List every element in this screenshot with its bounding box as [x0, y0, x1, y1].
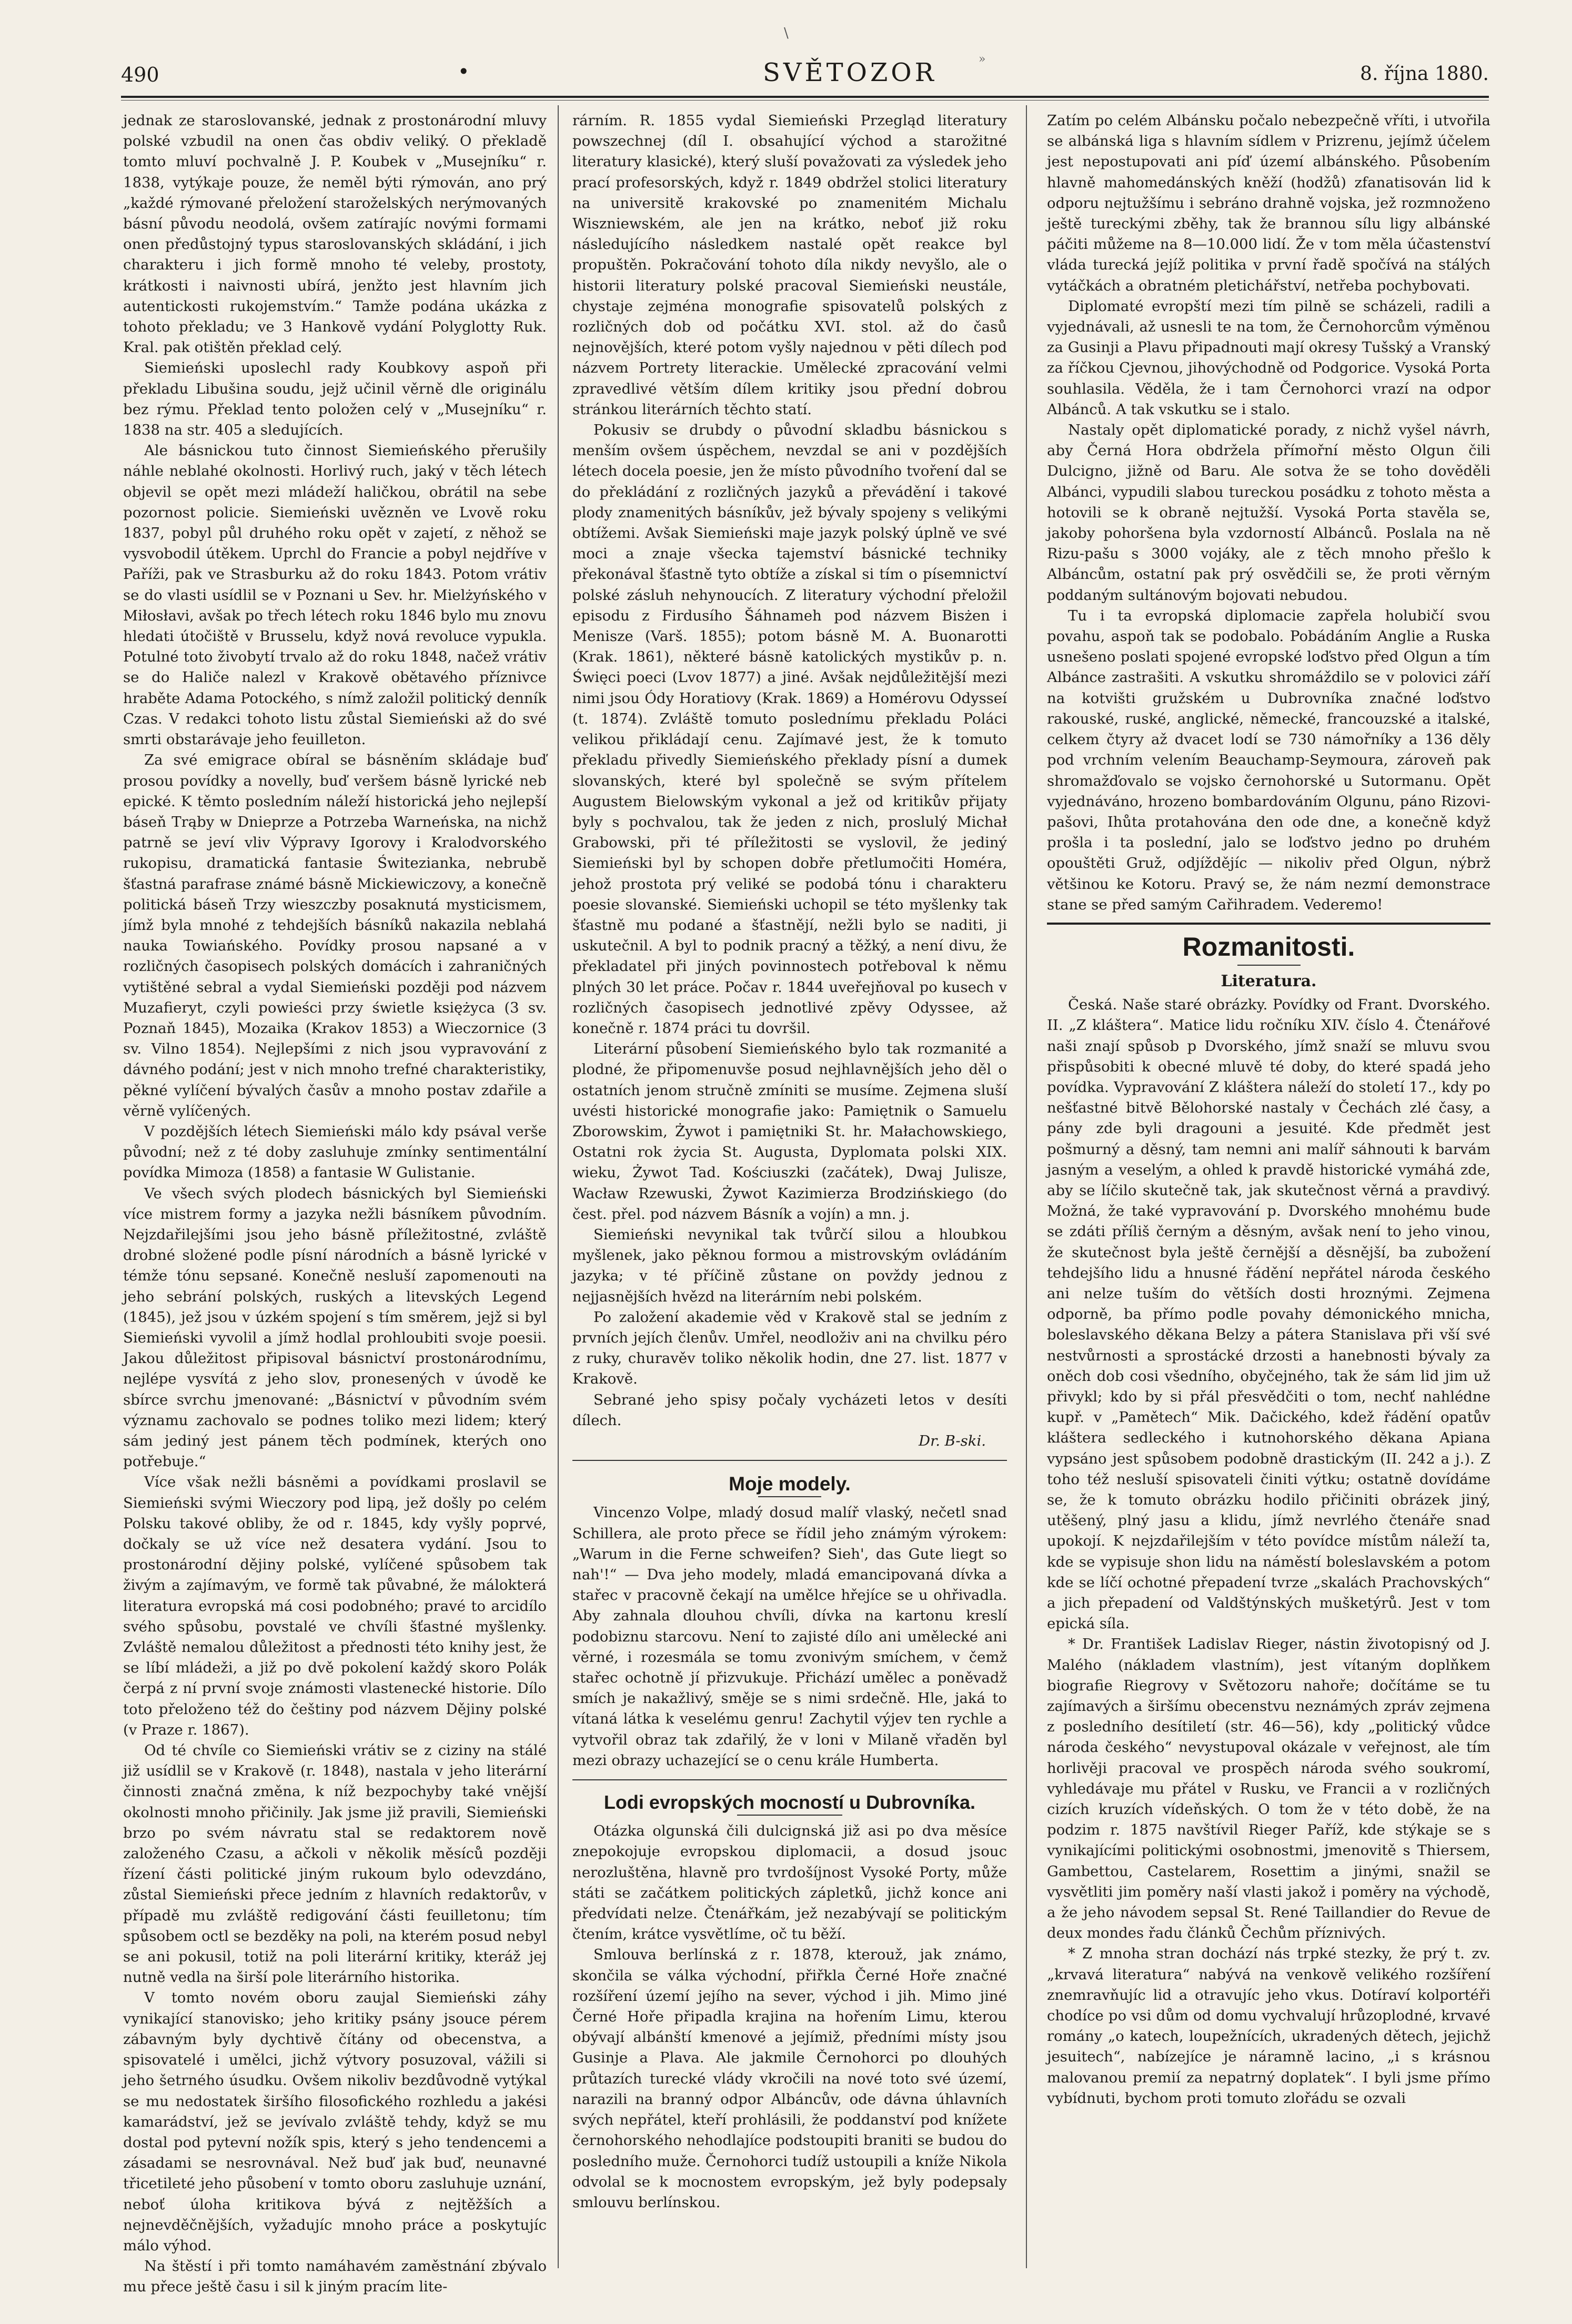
paragraph: Od té chvíle co Siemieński vrátiv se z ciziny na stálé již usídlil se v Krakově (r. 1848), nastala v jeho literární činnosti značná změna, k níž bezpochyby také vnější okolnosti mnoho přičinily. Jak jsme již pravili, Siemieński brzo po svém návratu stal se redaktorem nově založeného Czasu, a ačkoli v několik měsíců později řízení části politické jiným rukoum bylo odevzdáno, zůstal Siemieński přece jedním z hlavních redaktorův, v případě mu zvláště redigování části feuilletonu; tím spůsobem octl se bezděky na poli, na kterém posud nebyl se ani pokusil, totiž na poli literární kritiky, kteráž jej nutně vedla na širší pole literárního historika.: [123, 1742, 547, 1986]
paragraph: Více však nežli básněmi a povídkami proslavil se Siemieński svými Wieczory pod lipą, jež došly po celém Polsku takové obliby, že od r. 1845, kdy vyšly poprvé, dočkaly se už více než desatera vydání. Jsou to prostonárodní dějiny polské, vylíčené spůsobem tak živým a zajímavým, ve formě tak půvabné, že málokterá literatura evropská má cosi podobného; pravé to arcidílo svého spůsobu, povstalé ve chvíli šťastné myšlenky. Zvláště nemalou důležitost a přednosti této knihy jest, že se líbí mládeži, a již po dvě pokolení každý skoro Polák čerpá z ní první svoje známosti vlastenecké historie. Dílo toto přeloženo též do češtiny pod názvem Dějiny polské (v Praze r. 1867).: [123, 1474, 547, 1738]
column-divider-1: [558, 105, 559, 2268]
header-rule: [121, 96, 1489, 98]
paragraph: Smlouva berlínská z r. 1878, kterouž, jak známo, skončila se válka východní, přiřkla Černé Hoře značné rozšíření území jejího na sever, východ i jih. Mimo jiné Černé Hoře připadla krajina na hořením Limu, kterou obývají albánští kmenové a jejímiž, předními místy jsou Gusinje a Plava. Ale jakmile Černohorci po dlouhých průtazích turecké vlády vkročili na nové toto své území, narazili na branný odpor Albáncův, ode dávna úhlavních svých nepřátel, kteří prohlásili, že poddanství pod knížete černohorského nehodlajíce podstoupiti braniti se budou do posledního muže. Černohorci tudíž ustoupili a kníže Nikola odvolal se k mocnostem evropským, jež byly podepsaly smlouvu berlínskou.: [572, 1946, 1007, 2211]
paragraph: Za své emigrace obíral se básněním skládaje buď prosou povídky a novelly, buď veršem básně lyrické neb epické. K těmto posledním náleží historická jeho nejlepší báseň Trąby w Dnieprze a Potrzeba Warneńska, na nichž patrně se jeví vliv Výpravy Igorovy i Kralodvorského rukopisu, dramatická fantasie Świteziankа, nebrubě šťastná parafrase známé básně Mickiewiczovy, a konečně politická báseň Trzy wieszczby posaknutá mysticismem, jímž byla mnohé z tehdejších básníků nakazila neblahá nauka Towiańského. Povídky prosou napsané a v rozličných časopisech polských domácích i zahraničných vytištěné sebral a vydal Siemieński později pod názvem Muzafieryt, czyli powieści przy świetle księżyca (3 sv. Poznaň 1845), Mozaika (Krakov 1853) a Wieczornice (3 sv. Vilno 1854). Nejlepšími z nich jsou vypravování z dávného podání; jest v nich mnoho trefné charakteristiky, pěkné vylíčení bývalých časův a mnoho postav zdařile a věrně vylíčených.: [123, 752, 547, 1119]
paragraph: Na štěstí i při tomto namáhavém zaměstnání zbývalo mu přece ještě času i sil k jiným pracím lite-: [123, 2258, 547, 2296]
journal-title: SVĚTOZOR: [763, 58, 937, 87]
margin-mark-2: »: [979, 53, 986, 66]
paragraph: jednak ze staroslovanské, jednak z prostonárodní mluvy polské vzbudil na onen čas obdiv veliký. O překladě tomto mluví pochvalně J. P. Koubek v „Musejníku“ r. 1838, vytýkaje pouze, že neměl býti rýmován, ano prý „každé rýmované přeložení staroželských nerýmovaných básní původu neodolá, ovšem zatírajíc novými formami onen předůstojný typus staroslovanských skládání, i jich charakteru i jich formě mnoho té veleby, prostoty, krátkosti i naivnosti ubírá, jenžto jest hlavním jich autentickosti rukojemstvím.“ Tamže podána ukázka z tohoto překladu; ve 3 Hankově vydání Polyglotty Ruk. Kral. pak otištěn překlad celý.: [123, 112, 547, 356]
section-title-moje-modely: Moje modely.: [729, 1473, 851, 1495]
subsection-title-literatura: Literatura.: [1221, 971, 1317, 990]
paragraph: Česká. Naše staré obrázky. Povídky od Frant. Dvorského. II. „Z kláštera“. Matice lidu ročníku XIV. číslo 4. Čtenářové naši znají spůsob p Dvorského, jímž snaží se mluvu svou přispůsobiti k obecné mluvě té doby, do které spadá jeho povídka. Vypravování Z kláštera náleží do století 17., kdy po nešťastné bitvě Bělohorské nastaly v Čechách zlé časy, a pány zde byli dragouni a jesuité. Kde předmět jest pošmurný a děsný, tam nemni ani malíř sáhnouti k barvám jasným a veselým, a ohled k pravdě historické vymáhá zde, aby se líčilo skutečně tak, jak skutečnost věrná a pravdivý. Možná, že také vypravování p. Dvorského mnohému bude se zdáti příliš černým a děsným, avšak není to jeho vinou, že skutečnost byla ještě černější a děsnější, ba zubožení tehdejšího lidu a hnusné řádění nepřátel národa českého ani nelze tuším do větších dosti hroznými. Zejmena odporně, ba přímo podle povahy démonického mnicha, boleslavského děkana Belzy a pátera Stanislava při vší své nestvůrnosti a sprostácké drzosti a hanebnosti bývaly za oněch dob cosi všedního, obyčejného, tak že sám lid jim už přivykl; kdo by si přál přesvědčiti o tom, nechť nahlédne kupř. v „Pamětech“ Mik. Dačického, kdež řádění opatův kláštera sedleckého i kutnohorského děkana Apiana vypsáno jest spůsobem podobně drastickým (II. 242 a j.). Z toho též nesluší spisovateli činiti výtku; ostatně dovídáme se, že k tomuto obrázku hodilo přičiniti obrázek jiný, utěšený, plný jasu a klidu, jímž nevrlého čtenáře snad upokojí. K nejzdařilejším v této povídce místům náleží ta, kde se vypisuje shon lidu na náměstí boleslavském a potom kde se líčí ochotné přepadení tvrze „skalách Prachovských“ a jich přepadení od Valdštýnských mušketýrů. Jest v tom epická síla.: [1047, 996, 1490, 1632]
section-rule: [1047, 923, 1490, 925]
paragraph: Otázka olgunská čili dulcignská již asi po dva měsíce znepokojuje evropskou diplomacii, a dosud jsouc nerozluštěna, hlavně pro tvrdošíjnost Vysoké Porty, může státi se začátkem politických zápletků, jichž konce ani předvídati nelze. Čtenářkám, jež nezabývají se politickým čtením, krátce vysvětlíme, oč tu běží.: [572, 1822, 1007, 1943]
title-underline: [1237, 965, 1301, 966]
paragraph: * Z mnoha stran dochází nás trpké stezky, že prý t. zv. „krvavá literatura“ nabývá na venkově velikého rozšíření znemravňujíc lid a otravujíc jeho vkus. Dotíraví kolportéři chodíce po vsi dům od domu vychvalují hrůzoplodné, krvavé romány „o katech, loupežnících, ukradených dětech, jejichž jesuitech“, nabízejíce je náramně lacino, „i s krásnou malovanou premií za nepatrný doplatek“. I byli jsme přímo vybídnuti, bychom proti tomuto zlořádu se ozvali: [1047, 1945, 1490, 2107]
paragraph: Pokusiv se drubdy o původní skladbu básnickou s menším ovšem úspěchem, nevzdal se ani v pozdějších létech docela poesie, jen že místo původního tvoření dal se do překládání z rozličných jazyků a převádění i takové plody znamenitých básníkův, jež bývaly spojeny s velikými obtížemi. Avšak Siemieński maje jazyk polský úplně ve své moci a znaje všecka tajemství básnické techniky překonával šťastně tyto obtíže a získal si tím o písemnictví polské zásluh nehynoucích. Z literatury východní přeložil episodu z Firdusího Šáhnameh pod názvem Bisżen i Menisze (Varš. 1855); potom básně M. A. Buonarotti (Krak. 1861), některé básně katolických mystikův p. n. Święci poeci (Lvov 1877) a jiné. Avšak nejdůležitější mezi nimi jsou Ódy Horatiovy (Krak. 1869) a Homérovu Odysseí (t. 1874). Zvláště tomuto poslednímu překladu Poláci velikou přikládají cenu. Zajímavé jest, že k tomuto překladu přivedly Siemieńského překlady písní a dumek slovanských, které byl společně se svým přítelem Augustem Bielowským vykonal a jež od kritikův přijaty byly s pochvalou, tak že jeden z nich, proslulý Michał Grabowski, při té příležitosti se vyslovil, že jediný Siemieński byl by schopen dobře přetlumočiti Homéra, jehož prostota prý veliké se podobá tónu i charakteru poesie slovanské. Siemieński uchopil se této myšlenky tak šťastně mu podané a šťastnějí, nežli bylo se naditi, ji uskutečnil. A byl to podnik pracný a těžký, a není divu, že překladatel při jiných povinnostech potřeboval k němu plných 30 let práce. Počav r. 1844 uveřejňoval po kusech v rozličných časopisech jednotlivé zpěvy Odyssee, až konečně r. 1874 práci tu dovršil.: [572, 422, 1007, 1037]
header-rule-thin: [121, 100, 1489, 101]
paragraph: Vincenzo Volpe, mladý dosud malíř vlaský, nečetl snad Schillera, ale proto přece se řídil jeho známým výrokem: „Warum in die Ferne schweifen? Sieh', das Gute liegt so nah'!“ — Dva jeho modely, mladá emancipovaná dívka a stařec v pracovně čekají na umělce hřejíce se u ohřivadla. Aby zahnala dlouhou chvíli, dívka na kartonu kreslí podobiznu starcovu. Není to zajisté dílo ani umělecké ani věrné, i rozesmála se tomu zvonivým smíchem, v čemž stařec ochotně jí přizvukuje. Přichází umělec a poněvadž smích je nakažlivý, směje se s nimi srdečně. Hle, jaká to vítaná látka k veselému genru! Zachytil výjev ten rychle a vytvořil obraz tak zdařilý, že v loni v Milaně vřaděn byl mezi obrazy uchazející se o cenu krále Humberta.: [572, 1504, 1007, 1769]
page-number: 490: [121, 63, 159, 86]
margin-mark: \: [784, 25, 789, 41]
paragraph: Ve všech svých plodech básnických byl Siemieński více mistrem formy a jazyka nežli básníkem původním. Nejzdařilejšími jsou jeho básně příležitostné, zvláště drobné složené podle písní národních a básně lyrické v témže tónu sepsané. Konečně nesluší zapomenouti na jeho sebrání polských, ruských a litevských Legend (1845), jež jsou v úzkém spojení s tím směrem, jejž si byl Siemieński vyvolil a jímž hodlal prohloubiti svoje poesii. Jakou důležitost připisoval básnictví prostonárodnímu, nejlépe vysvítá z jeho slov, pronesených v úvodě ke sbírce svrchu jmenované: „Básnictví v původním svém významu zachovalo se podnes toliko mezi lidem; který sám jediný jest pánem těch podmínek, kterých ono potřebuje.“: [123, 1185, 547, 1470]
section-title-rozmanitosti: Rozmanitosti.: [1182, 931, 1355, 961]
paragraph: Literární působení Siemieńského bylo tak rozmanité a plodné, že připomenuvše posud nejhlavnějších jeho děl o ostatních jenom stručně zmíniti se musíme. Zejmena sluší uvésti historické monografie jako: Pamiętnik o Samuelu Zborowskim, Żywot i pamiętniki St. hr. Małachowskiego, Ostatni rok życia St. Augusta, Dyplomata polski XIX. wieku, Żywot Tad. Kościuszki (začátek), Dwaj Julisze, Wacław Rzewuski, Żywot Kazimierza Brodzińskiego (do čest. přel. pod názvem Básník a vojín) a mn. j.: [572, 1040, 1007, 1223]
paragraph: Siemieński nevynikal tak tvůrčí silou a hloubkou myšlenek, jako pěknou formou a mistrovským ovládáním jazyka; v té příčině zůstane on povždy jednou z nejjasnějších hvězd na literárním nebi polském.: [572, 1226, 1007, 1305]
paragraph: * Dr. František Ladislav Rieger, nástin životopisný od J. Malého (nákladem vlastním), jest vítaným doplňkem biografie Riegrovy v Světozoru nahoře; dočítáme se tu zajímavých a širšímu obecenstvu neznámých zpráv zejmena z posledního desítiletí (str. 46—56), kdy „politický vůdce národa českého“ nevystupoval okázale v veřejnost, ale tím horlivěji pracoval ve prospěch národa svého soukromí, vyhledávaje mu přátel v Rusku, ve Francii a v rozličných cizích kruzích vídeňských. O tom že v této době, že na podzim r. 1875 navštívil Rieger Paříž, kde stýkaje se s vynikajícími politickými osobnostmi, jmenovitě s Thiersem, Gambettou, Castelarem, Rosettim a jinými, snažil se vysvětliti jim poměry naší vlasti jakož i poměry na východě, a že jeho návodem sepsal St. René Taillandier do Revue de deux mondes řadu článků Čechům příznivých.: [1047, 1636, 1490, 1942]
paragraph: V pozdějších létech Siemieński málo kdy psával verše původní; než z té doby zasluhuje zmínky sentimentální povídka Mimoza (1858) a fantasie W Gulistanie.: [123, 1123, 547, 1181]
paragraph: Tu i ta evropská diplomacie zapřela holubičí svou povahu, aspoň tak se podobalo. Pobádáním Anglie a Ruska usnešeno poslati spojené evropské loďstvo před Olgun a tím Albánce zastrašiti. A vskutku shromáždilo se v polovici září na kotvišti gružském u Dubrovníka značné loďstvo rakouské, ruské, anglické, německé, francouzské a italské, celkem čtyry až dvacet lodí se 730 námořníky a 136 děly pod vrchním velením Beauchamp-Seymoura, zároveň pak shromažďovalo se vojsko černohorské u Sutormanu. Opět vyjednáváno, hrozeno bombardováním Olgunu, páno Rizovi-pašovi, Ihůta protahována den ode dne, a konečně když prošla i ta poslední, jalo se loďstvo jedno po druhém opouštěti Gruž, odjíždějíc — nikoliv před Olgun, nýbrž většinou ke Kotoru. Pravý se, že nám nezmí demonstrace stane se před samým Cařihradem. Vederemo!: [1047, 607, 1490, 913]
section-title-lodi: Lodi evropských mocností u Dubrovníka.: [603, 1791, 976, 1814]
paragraph: Zatím po celém Albánsku počalo nebezpečně vříti, i utvořila se albánská liga s hlavním sídlem v Prizrenu, jejímž účelem jest nepostupovati ani píď území albánského. Působením hlavně mahomedánských kněží (hodžů) zfanatisován lid k odporu nejtužšímu i sebráno drahně vojska, jež rozmnoženo ještě tureckými zběhy, tak že brannou sílu ligy albánské páčiti můžeme na 8—10.000 lidí. Že v tom měla účastenství vláda turecká jejíž politika v první řadě spočívá na stálých vytáčkách a obratném pletichářství, netřeba pochybovati.: [1047, 112, 1490, 294]
section-rule: [572, 1779, 1007, 1780]
paragraph: rárním. R. 1855 vydal Siemieński Przegląd literatury powszechnej (díl I. obsahující východ a starožitné literatury klasické), který sluší považovati za výsledek jeho prací profesorských, když r. 1849 obdržel stolici literatury na universitě krakovské po znamenitém Michalu Wiszniewském, ale jen na krátko, neboť již roku následujícího následkem nastalé opět reakce byl propuštěn. Pokračování tohoto díla nikdy nevyšlo, ale o historii literatury polské pracoval Siemieński neustále, chystaje zejména monografie spisovatelů polských z rozličných dob od počátku XVI. stol. až do časů nejnovějších, které potom vyšly najednou v pěti dílech pod názvem Portrety literackie. Umělecké zpracování velmi zpravedlivé větším dílem kritiky jsou přední dobrou stránkou literárních těchto statí.: [572, 112, 1007, 418]
column-1: [123, 111, 547, 2298]
paragraph: Ale básnickou tuto činnost Siemieńského přerušily náhle neblahé okolnosti. Horlivý ruch, jaký v těch létech objevil se opět mezi mládeží haličkou, obrátil na sebe pozornost policie. Siemieński uvězněn ve Lvově roku 1837, pobyl půl druhého roku opět v zajetí, z něhož se vysvobodil útěkem. Uprchl do Francie a pobyl nejdříve v Paříži, pak ve Strasburku až do roku 1843. Potom vrátiv se do vlasti usídlil se v Poznani u Sev. hr. Mielżyńského v Miłosłavi, avšak po třech létech roku 1846 bylo mu znovu hledati útočiště v Brusselu, když nová revoluce vypukla. Potulné toto živobytí trvalo až do roku 1848, načež vrátiv se do Haliče nalezl v Krakově obětavého příznivce hraběte Adama Potockého, s nímž založil politický denník Czas. V redakci tohoto listu zůstal Siemieński až do své smrti obstarávaje jeho feuilleton.: [123, 442, 547, 748]
paragraph: V tomto novém oboru zaujal Siemieński záhy vynikající stanovisko; jeho kritiky psány jsouce pérem zábavným byly dychtivě čítány od obecenstva, a spisovatelé i umělci, jichž výtvory posuzoval, vážili si jeho šetrného úsudku. Ovšem nikoliv bezdůvodně vytýkal se mu nedostatek širšího filosofického rozhledu a jakési kamarádství, jež se jevívalo zvláště tehdy, když se mu dostal pod pytevní nožík spis, který s jeho tendencemi a zásadami se nesrovnával. Než buď jak buď, neunavné třicetileté jeho působení v tomto oboru zasluhuje uznání, neboť úloha kritikova bývá z nejtěžších a nejnevděčnějších, vyžadujíc mnoho práce a poskytujíc málo výhod.: [123, 1989, 547, 2254]
column-2: [572, 111, 1007, 2213]
header-dot: •: [458, 60, 470, 83]
title-underline: [737, 1815, 842, 1816]
issue-date: 8. října 1880.: [1360, 63, 1489, 85]
section-rule: [572, 1460, 1007, 1461]
page-header: [121, 58, 1489, 95]
column-divider-2: [1026, 105, 1027, 2268]
article-signature: Dr. B-ski.: [919, 1433, 986, 1449]
paragraph: Siemieński uposlechl rady Koubkovy aspoň při překladu Libušina soudu, jejž učinil věrně dle originálu bez rýmu. Překlad tento položen celý v „Musejníku“ r. 1838 na str. 405 a sledujících.: [123, 359, 547, 439]
paragraph: Nastaly opět diplomatické porady, z nichž vyšel návrh, aby Černá Hora obdržela přímořní město Olgun čili Dulcigno, jižně od Baru. Ale sotva že se toho dověděli Albánci, vypudili slabou tureckou posádku z tohoto města a hotovili se k obraně nejtužší. Vysoká Porta stavěla se, jakoby pohoršena byla vzdorností Albánců. Poslala na ně Rizu-pašu s 3000 vojáky, ale z těch mnoho přešlo k Albáncům, ostatní pak prý osvědčili se, že proti věrným poddaným sultánovým bojovati nebudou.: [1047, 422, 1490, 604]
paragraph: Diplomaté evropští mezi tím pilně se scházeli, radili a vyjednávali, až usnesli te na tom, že Černohorcům výměnou za Gusinji a Plavu připadnouti mají okresy Tušský a Vranský za říčkou Cjevnou, jihovýchodně od Podgorice. Vysoká Porta souhlasila. Věděla, že i tam Černohorci vrazí na odpor Albánců. A tak vskutku se i stalo.: [1047, 297, 1490, 418]
paragraph: Po založení akademie věd v Krakově stal se jedním z prvních jejích členův. Umřel, neodloživ ani na chvilku péro z ruky, churavěv toliko několik hodin, dne 27. list. 1877 v Krakově.: [572, 1308, 1007, 1388]
paragraph: Sebrané jeho spisy počaly vycházeti letos v desíti dílech.: [572, 1391, 1007, 1429]
column-3: [1047, 111, 1490, 2109]
title-underline: [758, 1496, 821, 1497]
